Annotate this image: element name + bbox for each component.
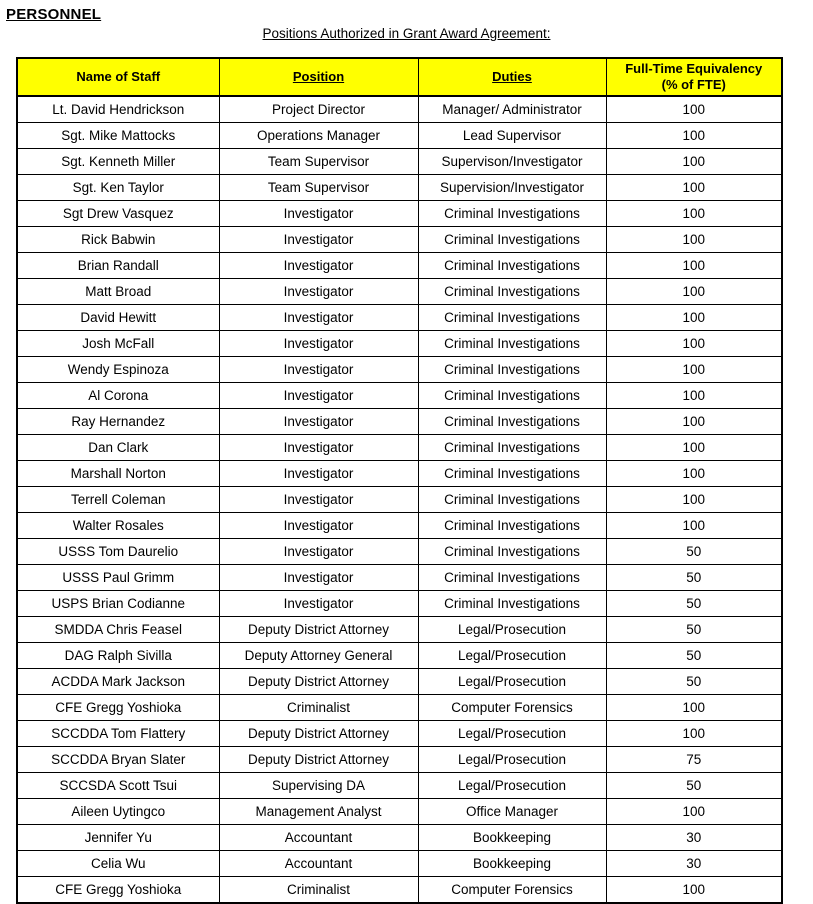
cell-duties: Legal/Prosecution [418,643,606,669]
cell-name-of-staff: Lt. David Hendrickson [17,96,219,123]
table-header [17,58,782,96]
table-row [17,747,782,773]
page-title: PERSONNEL [6,6,102,23]
cell-fte: 100 [606,149,782,175]
personnel-table [16,57,783,904]
page-subtitle: Positions Authorized in Grant Award Agreement: [262,26,551,41]
table-row [17,305,782,331]
cell-duties: Criminal Investigations [418,591,606,617]
table-header-row [17,58,782,96]
cell-fte: 50 [606,539,782,565]
table-body [17,96,782,903]
cell-position: Investigator [219,539,418,565]
cell-duties: Legal/Prosecution [418,669,606,695]
cell-name-of-staff: Sgt. Mike Mattocks [17,123,219,149]
column-header-duties: Duties [418,58,606,96]
table-row [17,357,782,383]
cell-fte: 50 [606,643,782,669]
table-row [17,123,782,149]
cell-duties: Criminal Investigations [418,409,606,435]
cell-fte: 100 [606,123,782,149]
cell-duties: Office Manager [418,799,606,825]
cell-fte: 100 [606,877,782,904]
cell-duties: Criminal Investigations [418,461,606,487]
cell-fte: 100 [606,96,782,123]
cell-name-of-staff: Sgt. Kenneth Miller [17,149,219,175]
cell-fte: 100 [606,409,782,435]
table-row [17,461,782,487]
cell-position: Team Supervisor [219,175,418,201]
cell-position: Investigator [219,461,418,487]
cell-position: Investigator [219,409,418,435]
cell-position: Operations Manager [219,123,418,149]
cell-name-of-staff: David Hewitt [17,305,219,331]
cell-position: Investigator [219,513,418,539]
cell-position: Investigator [219,201,418,227]
cell-duties: Legal/Prosecution [418,617,606,643]
cell-fte: 100 [606,357,782,383]
cell-position: Deputy District Attorney [219,747,418,773]
cell-name-of-staff: Aileen Uytingco [17,799,219,825]
cell-duties: Supervision/Investigator [418,175,606,201]
cell-position: Investigator [219,305,418,331]
cell-position: Investigator [219,435,418,461]
cell-name-of-staff: Walter Rosales [17,513,219,539]
cell-name-of-staff: Terrell Coleman [17,487,219,513]
cell-duties: Manager/ Administrator [418,96,606,123]
cell-duties: Criminal Investigations [418,487,606,513]
table-row [17,799,782,825]
cell-fte: 50 [606,617,782,643]
cell-fte: 100 [606,695,782,721]
cell-name-of-staff: Sgt Drew Vasquez [17,201,219,227]
cell-name-of-staff: Dan Clark [17,435,219,461]
cell-name-of-staff: DAG Ralph Sivilla [17,643,219,669]
table-row [17,565,782,591]
cell-duties: Criminal Investigations [418,331,606,357]
cell-name-of-staff: Ray Hernandez [17,409,219,435]
table-row [17,643,782,669]
cell-name-of-staff: CFE Gregg Yoshioka [17,877,219,904]
table-row [17,825,782,851]
cell-duties: Criminal Investigations [418,383,606,409]
table-row [17,773,782,799]
cell-position: Accountant [219,825,418,851]
cell-position: Investigator [219,487,418,513]
cell-duties: Criminal Investigations [418,253,606,279]
table-row [17,617,782,643]
cell-duties: Criminal Investigations [418,227,606,253]
column-header-fte: Full-Time Equivalency (% of FTE) [606,58,782,96]
cell-position: Investigator [219,253,418,279]
cell-fte: 100 [606,253,782,279]
cell-duties: Criminal Investigations [418,357,606,383]
cell-name-of-staff: USSS Tom Daurelio [17,539,219,565]
cell-position: Investigator [219,383,418,409]
cell-duties: Criminal Investigations [418,279,606,305]
table-row [17,201,782,227]
table-row [17,279,782,305]
cell-duties: Computer Forensics [418,695,606,721]
cell-fte: 75 [606,747,782,773]
cell-duties: Criminal Investigations [418,565,606,591]
cell-position: Deputy Attorney General [219,643,418,669]
column-header-position: Position [219,58,418,96]
cell-duties: Lead Supervisor [418,123,606,149]
table-row [17,96,782,123]
cell-position: Criminalist [219,695,418,721]
cell-name-of-staff: SCCSDA Scott Tsui [17,773,219,799]
table-row [17,851,782,877]
cell-duties: Bookkeeping [418,825,606,851]
cell-name-of-staff: Jennifer Yu [17,825,219,851]
cell-position: Project Director [219,96,418,123]
cell-name-of-staff: Matt Broad [17,279,219,305]
cell-duties: Legal/Prosecution [418,747,606,773]
table-row [17,539,782,565]
cell-duties: Legal/Prosecution [418,773,606,799]
cell-position: Investigator [219,227,418,253]
cell-position: Investigator [219,565,418,591]
cell-duties: Legal/Prosecution [418,721,606,747]
cell-fte: 100 [606,331,782,357]
table-row [17,149,782,175]
cell-name-of-staff: Brian Randall [17,253,219,279]
cell-position: Deputy District Attorney [219,669,418,695]
table-row [17,487,782,513]
cell-fte: 100 [606,383,782,409]
cell-fte: 100 [606,435,782,461]
table-row [17,669,782,695]
cell-duties: Criminal Investigations [418,435,606,461]
cell-name-of-staff: Celia Wu [17,851,219,877]
table-row [17,695,782,721]
cell-position: Investigator [219,279,418,305]
table-row [17,227,782,253]
cell-name-of-staff: USPS Brian Codianne [17,591,219,617]
cell-fte: 100 [606,279,782,305]
table-row [17,591,782,617]
table-row [17,513,782,539]
cell-fte: 100 [606,799,782,825]
cell-fte: 30 [606,825,782,851]
cell-fte: 100 [606,175,782,201]
cell-position: Deputy District Attorney [219,721,418,747]
cell-duties: Criminal Investigations [418,539,606,565]
cell-fte: 50 [606,565,782,591]
column-header-name-of-staff: Name of Staff [17,58,219,96]
cell-fte: 100 [606,461,782,487]
cell-name-of-staff: USSS Paul Grimm [17,565,219,591]
cell-fte: 100 [606,513,782,539]
cell-fte: 50 [606,591,782,617]
cell-name-of-staff: Sgt. Ken Taylor [17,175,219,201]
cell-name-of-staff: Marshall Norton [17,461,219,487]
cell-position: Investigator [219,357,418,383]
cell-duties: Criminal Investigations [418,201,606,227]
cell-name-of-staff: Rick Babwin [17,227,219,253]
cell-position: Investigator [219,331,418,357]
cell-fte: 100 [606,227,782,253]
cell-position: Management Analyst [219,799,418,825]
cell-duties: Bookkeeping [418,851,606,877]
cell-name-of-staff: Josh McFall [17,331,219,357]
table-row [17,721,782,747]
cell-position: Deputy District Attorney [219,617,418,643]
table-row [17,435,782,461]
cell-position: Investigator [219,591,418,617]
cell-position: Accountant [219,851,418,877]
table-row [17,383,782,409]
cell-position: Criminalist [219,877,418,904]
cell-fte: 100 [606,721,782,747]
cell-fte: 30 [606,851,782,877]
cell-name-of-staff: Al Corona [17,383,219,409]
cell-name-of-staff: ACDDA Mark Jackson [17,669,219,695]
cell-fte: 100 [606,305,782,331]
cell-duties: Criminal Investigations [418,513,606,539]
cell-position: Supervising DA [219,773,418,799]
cell-duties: Criminal Investigations [418,305,606,331]
cell-fte: 100 [606,201,782,227]
table-row [17,409,782,435]
cell-name-of-staff: CFE Gregg Yoshioka [17,695,219,721]
cell-fte: 100 [606,487,782,513]
table-row [17,877,782,904]
cell-name-of-staff: Wendy Espinoza [17,357,219,383]
cell-duties: Computer Forensics [418,877,606,904]
cell-duties: Supervison/Investigator [418,149,606,175]
cell-fte: 50 [606,773,782,799]
cell-name-of-staff: SCCDDA Tom Flattery [17,721,219,747]
cell-name-of-staff: SMDDA Chris Feasel [17,617,219,643]
table-row [17,331,782,357]
cell-position: Team Supervisor [219,149,418,175]
table-row [17,253,782,279]
cell-fte: 50 [606,669,782,695]
table-row [17,175,782,201]
cell-name-of-staff: SCCDDA Bryan Slater [17,747,219,773]
